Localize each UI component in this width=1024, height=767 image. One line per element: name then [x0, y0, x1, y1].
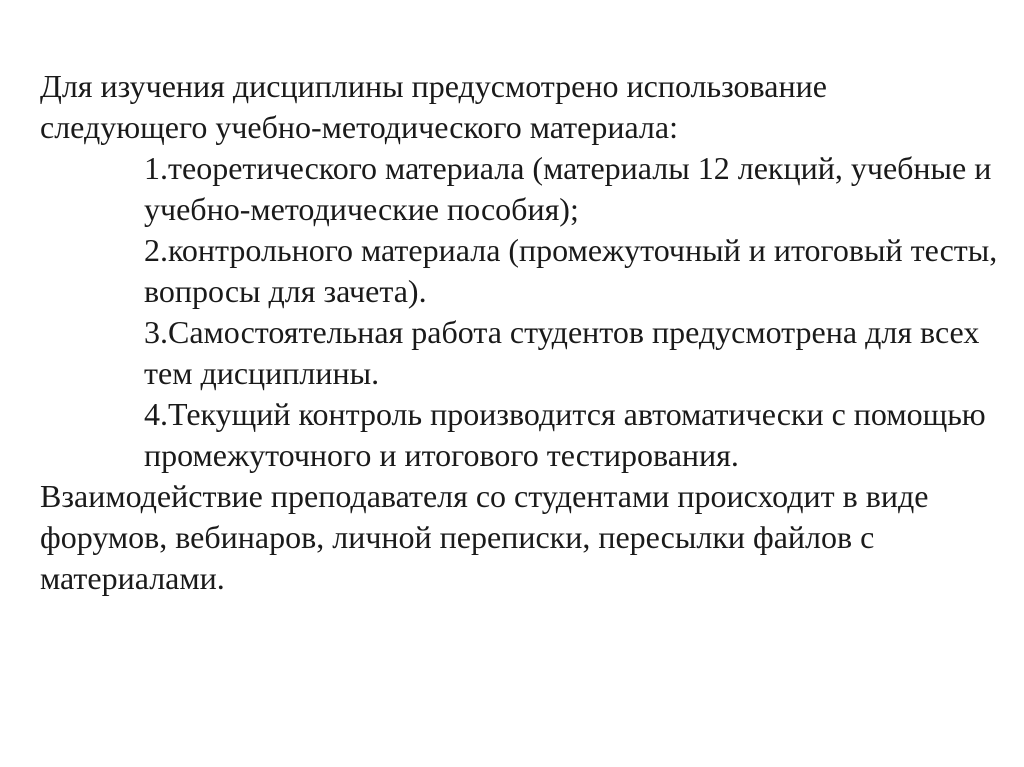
closing-paragraph: Взаимодействие преподавателя со студентами происходит в виде форумов, вебинаров, личной переписки, пересылки файлов с материалами. — [40, 478, 929, 596]
slide-body — [40, 66, 1000, 599]
list-item: 3.Самостоятельная работа студентов предусмотрена для всех тем дисциплины. — [144, 314, 980, 391]
intro-paragraph: Для изучения дисциплины предусмотрено использование следующего учебно-методического материала: — [40, 68, 827, 145]
list-item: 4.Текущий контроль производится автоматически с помощью промежуточного и итогового тестирования. — [144, 396, 986, 473]
list-item: 2.контрольного материала (промежуточный и итоговый тесты, вопросы для зачета). — [144, 232, 998, 309]
list-item: 1.теоретического материала (материалы 12 лекций, учебные и учебно-методические пособия); — [144, 150, 992, 227]
materials-list — [40, 148, 1000, 476]
